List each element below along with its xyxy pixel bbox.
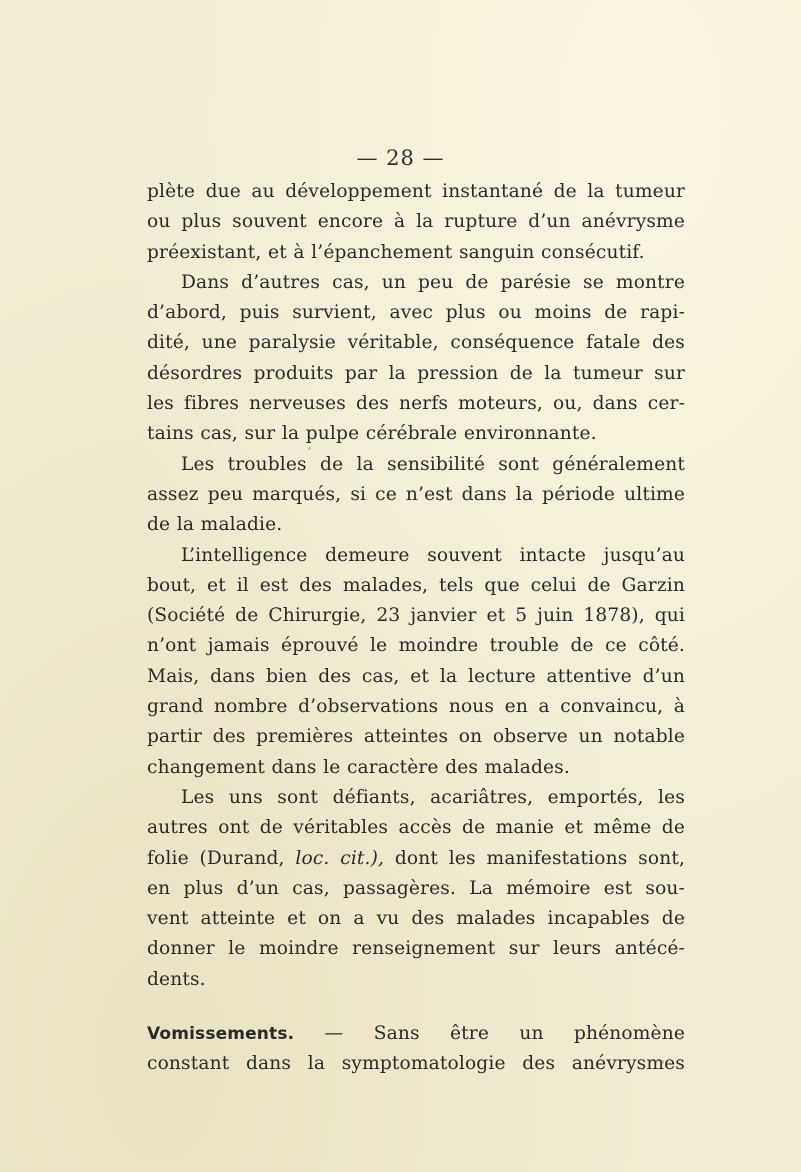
text-line: d’abord, puis survient, avec plus ou moins de rapi- xyxy=(147,302,685,324)
citation-italic: loc. cit.), xyxy=(295,847,385,869)
text-line: les fibres nerveuses des nerfs moteurs, ou, dans cer- xyxy=(147,393,685,415)
text-line: dents. xyxy=(147,968,206,990)
text-fragment: folie (Durand, xyxy=(147,847,285,869)
paper-speck xyxy=(308,447,311,450)
text-line: assez peu marqués, si ce n’est dans la période ultime xyxy=(147,483,685,505)
paragraph-continuation xyxy=(147,177,685,268)
section-heading: Vomissements. xyxy=(147,1024,295,1045)
text-line: en plus d’un cas, passagères. La mémoire est sou- xyxy=(147,877,685,899)
text-line: Dans d’autres cas, un peu de parésie se montre xyxy=(181,271,685,293)
text-line: Les troubles de la sensibilité sont généralement xyxy=(181,453,685,475)
text-line: (Société de Chirurgie, 23 janvier et 5 juin 1878), qui xyxy=(147,605,685,627)
text-line-mixed xyxy=(147,844,685,874)
paragraph-intelligence xyxy=(147,541,685,783)
text-fragment: dont les manifestations sont, xyxy=(394,847,686,869)
paragraph-paresie xyxy=(147,268,685,450)
paragraph-caractere xyxy=(147,783,685,995)
text-line: désordres produits par la pression de la tumeur sur xyxy=(147,362,685,384)
text-line: constant dans la symptomatologie des anévrysmes xyxy=(147,1053,685,1075)
text-line-mixed xyxy=(147,1019,685,1049)
section-gap xyxy=(147,995,685,1019)
text-line: de la maladie. xyxy=(147,514,283,536)
paper-speck xyxy=(684,916,686,918)
text-line: n’ont jamais éprouvé le moindre trouble de ce côté. xyxy=(147,635,685,657)
text-line: autres ont de véritables accès de manie et même de xyxy=(147,817,685,839)
text-line: partir des premières atteintes on observe un notable xyxy=(147,726,685,748)
section-vomissements xyxy=(147,1019,685,1080)
text-line: bout, et il est des malades, tels que celui de Garzin xyxy=(147,574,685,596)
body-text xyxy=(147,177,685,1080)
text-line: L’intelligence demeure souvent intacte jusqu’au xyxy=(181,544,685,566)
text-line: tains cas, sur la pulpe cérébrale environnante. xyxy=(147,423,597,445)
text-line: dité, une paralysie véritable, conséquence fatale des xyxy=(147,332,685,354)
paper-speck xyxy=(661,1060,664,1064)
text-line: préexistant, et à l’épanchement sanguin consécutif. xyxy=(147,241,645,263)
text-line: Mais, dans bien des cas, et la lecture attentive d’un xyxy=(147,665,685,687)
page-number: — 28 — xyxy=(356,146,445,170)
text-line: grand nombre d’observations nous en a convaincu, à xyxy=(147,696,685,718)
text-line: vent atteinte et on a vu des malades incapables de xyxy=(147,908,685,930)
text-line: plète due au développement instantané de la tumeur xyxy=(147,181,685,202)
text-fragment: — Sans être un phénomène xyxy=(324,1023,685,1045)
paragraph-sensibilite xyxy=(147,450,685,541)
text-line: Les uns sont défiants, acariâtres, emportés, les xyxy=(181,786,685,808)
text-line: changement dans le caractère des malades. xyxy=(147,756,570,778)
text-line: donner le moindre renseignement sur leurs antécé- xyxy=(147,938,685,960)
text-line: ou plus souvent encore à la rupture d’un anévrysme xyxy=(147,211,685,233)
